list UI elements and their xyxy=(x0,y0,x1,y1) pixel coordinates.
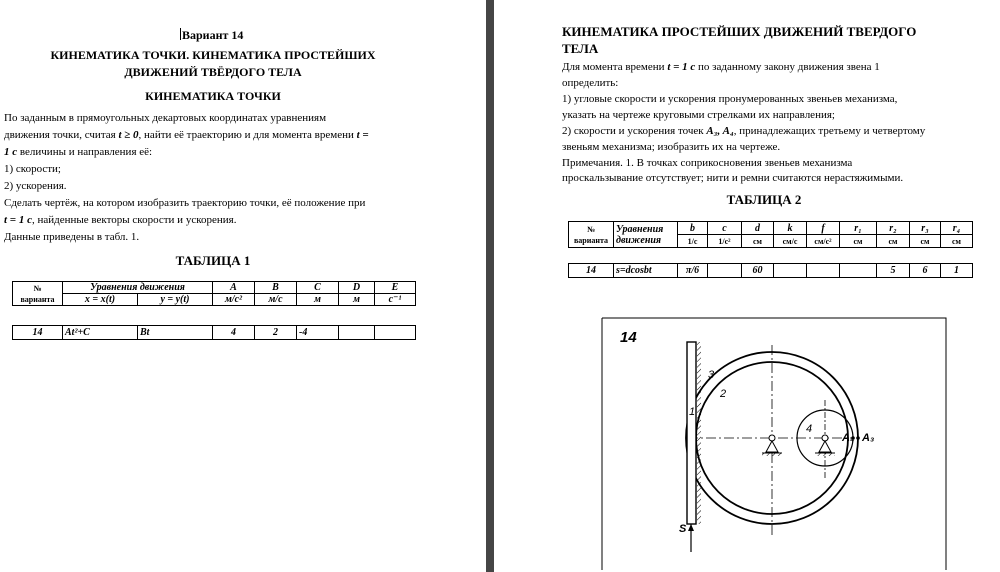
table2-header-col: r₄ xyxy=(941,222,973,235)
table1-header-equations: Уравнения движения xyxy=(63,282,213,294)
table2-header-col: d xyxy=(742,222,774,235)
main-title-line1: КИНЕМАТИКА ТОЧКИ. КИНЕМАТИКА ПРОСТЕЙШИХ xyxy=(50,48,376,62)
table2-unit: см xyxy=(877,235,910,248)
rack-guide-hatch xyxy=(697,342,701,524)
mechanism-figure xyxy=(600,300,950,570)
table1-unit: м/с xyxy=(255,294,297,306)
section-subtitle: КИНЕМАТИКА ТОЧКИ xyxy=(145,89,281,103)
label-point-a4: A₄ xyxy=(842,432,855,444)
table1-unit: с⁻¹ xyxy=(375,294,416,306)
rack-1 xyxy=(687,342,696,524)
table1-header-col: C xyxy=(297,282,339,294)
table2-unit: см/с xyxy=(774,235,807,248)
table1-header-col: D xyxy=(339,282,375,294)
table2-cell: π/6 xyxy=(678,264,708,278)
table2-header-number: № варианта xyxy=(569,222,614,248)
table2-header-col: k xyxy=(774,222,807,235)
right-title-line1: КИНЕМАТИКА ПРОСТЕЙШИХ ДВИЖЕНИЙ ТВЕРДОГО xyxy=(562,24,917,39)
paragraph-line: Примечания. 1. В точках соприкосновения звеньев механизма xyxy=(562,157,853,169)
table2-cell: 60 xyxy=(742,264,774,278)
page-gutter xyxy=(486,0,494,572)
table1-cell: -4 xyxy=(297,326,339,340)
label-wheel-2: 2 xyxy=(720,388,727,400)
table2-unit: см xyxy=(840,235,877,248)
table2-header-col: r₂ xyxy=(877,222,910,235)
paragraph-line: 2) скорости и ускорения точек A₃, A₄, принадлежащих третьему и четвертому xyxy=(562,125,926,137)
table2-title: ТАБЛИЦА 2 xyxy=(726,192,802,207)
table2-cell: 5 xyxy=(877,264,910,278)
table2-cell xyxy=(708,264,742,278)
table1-cell xyxy=(339,326,375,340)
table1-cell: 4 xyxy=(213,326,255,340)
table2-data-row xyxy=(568,263,973,278)
paragraph-line: проскальзывание отсутствует; нити и ремни считаются нерастяжимыми. xyxy=(562,172,904,184)
arrow-head xyxy=(688,524,694,531)
table1-cell xyxy=(375,326,416,340)
table1-data-row xyxy=(12,325,416,340)
table2-cell: s=dcosbt xyxy=(614,264,678,278)
label-wheel-4: 4 xyxy=(806,423,813,435)
table1-header-col: B xyxy=(255,282,297,294)
point-a3-marker xyxy=(856,436,860,440)
table1-header-y: y = y(t) xyxy=(138,294,213,306)
paragraph-line: движения точки, считая t ≥ 0, найти её траекторию и для момента времени t = xyxy=(4,129,369,141)
left-document-page xyxy=(0,0,486,572)
table2-header-col: r₁ xyxy=(840,222,877,235)
label-displacement-s: S xyxy=(679,523,687,535)
table2-header-col: r₃ xyxy=(910,222,941,235)
paragraph-line: Сделать чертёж, на котором изобразить траекторию точки, её положение при xyxy=(4,197,366,209)
main-title-line2: ДВИЖЕНИЙ ТВЁРДОГО ТЕЛА xyxy=(124,65,302,79)
table1-unit: м xyxy=(297,294,339,306)
table1-header-col: E xyxy=(375,282,416,294)
paragraph-line: 1) угловые скорости и ускорения пронумерованных звеньев механизма, xyxy=(562,93,898,105)
table2-header-equations: Уравнения движения xyxy=(614,222,678,248)
table1-header-col: A xyxy=(213,282,255,294)
paragraph-line: По заданным в прямоугольных декартовых координатах уравнениям xyxy=(4,112,327,124)
label-point-a3: A₃ xyxy=(862,432,875,444)
figure-variant-label: 14 xyxy=(620,329,637,346)
table2-header-col: c xyxy=(708,222,742,235)
table2-unit: см/с² xyxy=(807,235,840,248)
table2-unit: 1/с xyxy=(678,235,708,248)
table2-unit: 1/с² xyxy=(708,235,742,248)
table1-unit: м/с² xyxy=(213,294,255,306)
list-item: 2) ускорения. xyxy=(4,180,67,192)
table1-title: ТАБЛИЦА 1 xyxy=(175,253,251,268)
table1-cell: 2 xyxy=(255,326,297,340)
paragraph-line: 1 с величины и направления её: xyxy=(4,146,153,158)
table1-header xyxy=(12,281,416,306)
label-rack-1: 1 xyxy=(689,406,696,418)
variant-heading: Вариант 14 xyxy=(182,28,244,42)
table2-header-col: b xyxy=(678,222,708,235)
table2-unit: см xyxy=(910,235,941,248)
table1-header-number: № варианта xyxy=(13,282,63,306)
table2-header-col: f xyxy=(807,222,840,235)
table2-cell: 1 xyxy=(941,264,973,278)
paragraph-line: указать на чертеже круговыми стрелками их направления; xyxy=(562,109,835,121)
paragraph-line: Для момента времени t = 1 с по заданному закону движения звена 1 xyxy=(562,61,880,73)
table1-cell: Bt xyxy=(138,326,213,340)
table2-cell xyxy=(807,264,840,278)
table2-header xyxy=(568,221,973,248)
table2-cell: 6 xyxy=(910,264,941,278)
table2-cell: 14 xyxy=(569,264,614,278)
right-document-page xyxy=(494,0,1000,572)
table1-cell: 14 xyxy=(13,326,63,340)
table2-cell xyxy=(774,264,807,278)
table1-header-x: x = x(t) xyxy=(63,294,138,306)
paragraph-line: t = 1 с, найденные векторы скорости и ускорения. xyxy=(4,214,237,226)
table2-unit: см xyxy=(941,235,973,248)
paragraph-line: Данные приведены в табл. 1. xyxy=(4,231,140,243)
label-wheel-3: 3 xyxy=(708,369,715,381)
table1-cell: At²+C xyxy=(63,326,138,340)
table1-unit: м xyxy=(339,294,375,306)
paragraph-line: звеньям механизма; изобразить их на чертеже. xyxy=(562,141,781,153)
text-cursor xyxy=(180,28,181,40)
list-item: 1) скорости; xyxy=(4,163,61,175)
right-title-line2: ТЕЛА xyxy=(562,41,599,56)
table2-unit: см xyxy=(742,235,774,248)
paragraph-line: определить: xyxy=(562,77,619,89)
table2-cell xyxy=(840,264,877,278)
